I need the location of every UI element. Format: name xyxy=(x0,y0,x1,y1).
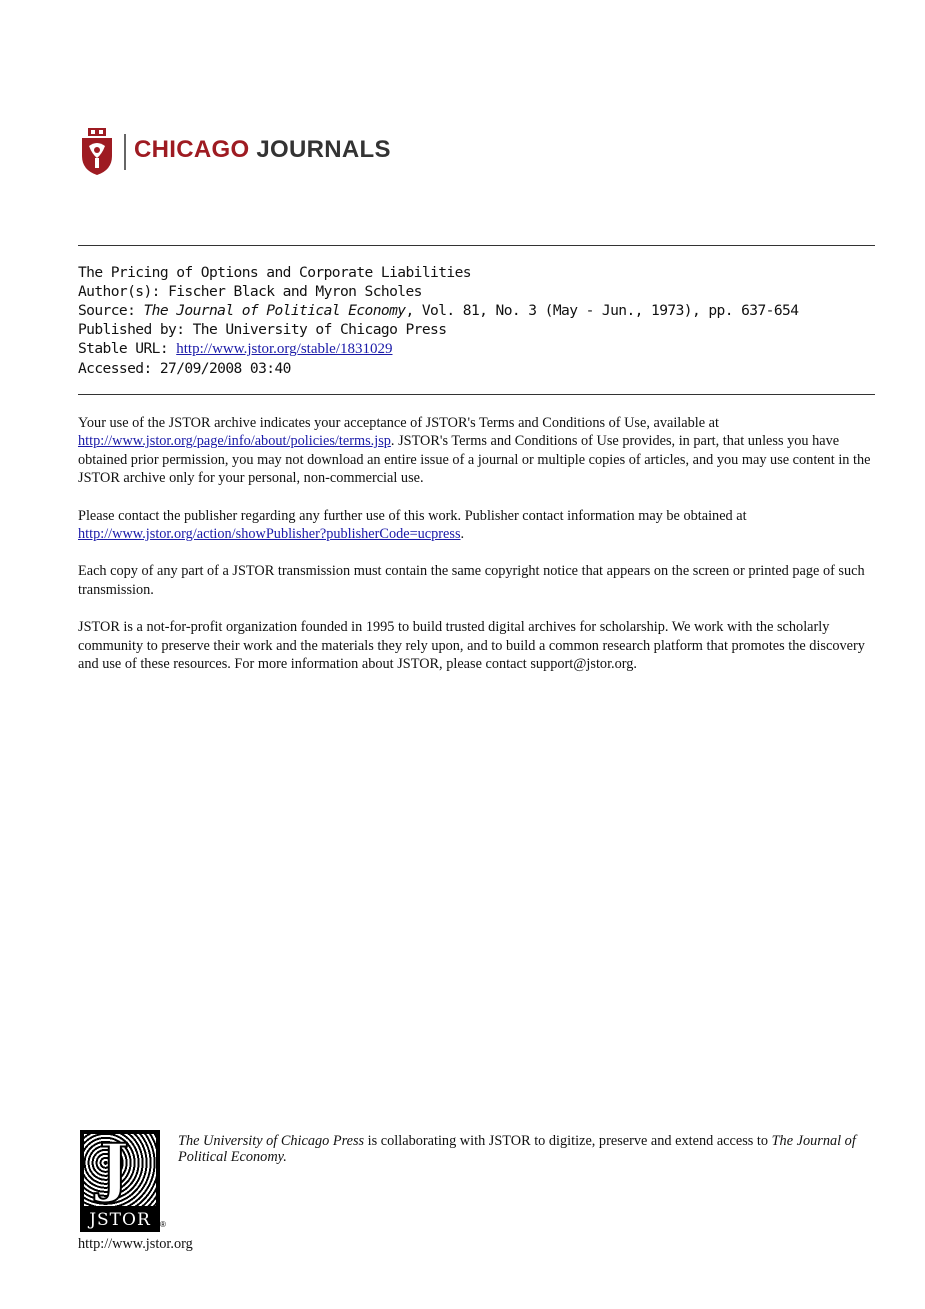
accessed-line xyxy=(78,359,875,378)
terms-p1-text-end: . JSTOR's Terms and Conditions of Use provides, in part, that unless you have obtained prior permission, you may not download an entire issue of a journal or multiple copies of articles, and you may use content in the JSTOR archive only for your personal, non-commercial use. xyxy=(78,433,871,487)
wordmark-chicago: CHICAGO xyxy=(134,136,250,163)
terms-p1-text: Your use of the JSTOR archive indicates your acceptance of JSTOR's Terms and Conditions of Use, available at xyxy=(78,415,719,431)
registered-mark: ® xyxy=(160,1220,166,1229)
publisher-line xyxy=(78,320,875,339)
accessed-label: Accessed: xyxy=(78,360,160,377)
terms-paragraph-3: Each copy of any part of a JSTOR transmission must contain the same copyright notice that appears on the screen or printed page of such transmission. xyxy=(78,563,865,598)
source-journal: The Journal of Political Economy xyxy=(143,302,406,319)
collab-publisher: The University of Chicago Press xyxy=(178,1133,365,1149)
terms-section xyxy=(78,414,878,692)
publisher-label: Published by: xyxy=(78,321,193,338)
terms-link[interactable]: http://www.jstor.org/page/info/about/policies/terms.jsp xyxy=(78,433,391,450)
wordmark-journals: JOURNALS xyxy=(249,136,391,163)
stable-url-label: Stable URL: xyxy=(78,340,177,357)
jstor-url: http://www.jstor.org xyxy=(78,1236,193,1252)
publisher-contact-link[interactable]: http://www.jstor.org/action/showPublisher?publisherCode=ucpress xyxy=(78,526,461,543)
terms-p2-text: Please contact the publisher regarding any further use of this work. Publisher contact information may be obtained at xyxy=(78,507,747,524)
source-line xyxy=(78,301,875,320)
bottom-rule xyxy=(78,394,875,395)
source-label: Source: xyxy=(78,302,144,319)
terms-paragraph-4: JSTOR is a not-for-profit organization founded in 1995 to build trusted digital archives for scholarship. We work with the scholarly community to preserve their work and the materials they rely upon, and to build a common research platform that promotes the discovery and use of these resources. For more information about JSTOR, please contact support@jstor.org. xyxy=(78,619,865,673)
logo-divider xyxy=(124,134,126,170)
accessed-date: 27/09/2008 03:40 xyxy=(159,360,291,377)
collab-text: is collaborating with JSTOR to digitize, preserve and extend access to xyxy=(364,1133,772,1149)
stable-url-line xyxy=(78,339,875,359)
jstor-logo xyxy=(80,1130,160,1232)
authors-label: Author(s): xyxy=(78,283,169,300)
authors-line xyxy=(78,282,875,301)
terms-p2-text-end: . xyxy=(460,526,465,543)
chicago-journals-logo xyxy=(80,122,430,182)
chicago-journals-wordmark xyxy=(134,136,391,164)
top-rule xyxy=(78,245,875,246)
publisher: The University of Chicago Press xyxy=(192,321,447,338)
terms-paragraph-1 xyxy=(78,414,878,488)
citation-block xyxy=(78,263,875,378)
stable-url-link[interactable]: http://www.jstor.org/stable/1831029 xyxy=(176,341,393,357)
source-details: , Vol. 81, No. 3 (May - Jun., 1973), pp. 637-654 xyxy=(405,302,799,319)
authors: Fischer Black and Myron Scholes xyxy=(168,283,422,300)
collaboration-statement xyxy=(178,1133,868,1165)
university-of-chicago-shield-icon xyxy=(80,128,114,176)
article-title: The Pricing of Options and Corporate Liabilities xyxy=(78,264,471,281)
terms-paragraph-2 xyxy=(78,507,878,544)
collab-journal: The Journal of Political Economy. xyxy=(178,1133,856,1165)
jstor-logo-text: JSTOR xyxy=(81,1209,159,1231)
jstor-logo-letter-j: J xyxy=(99,1130,130,1205)
